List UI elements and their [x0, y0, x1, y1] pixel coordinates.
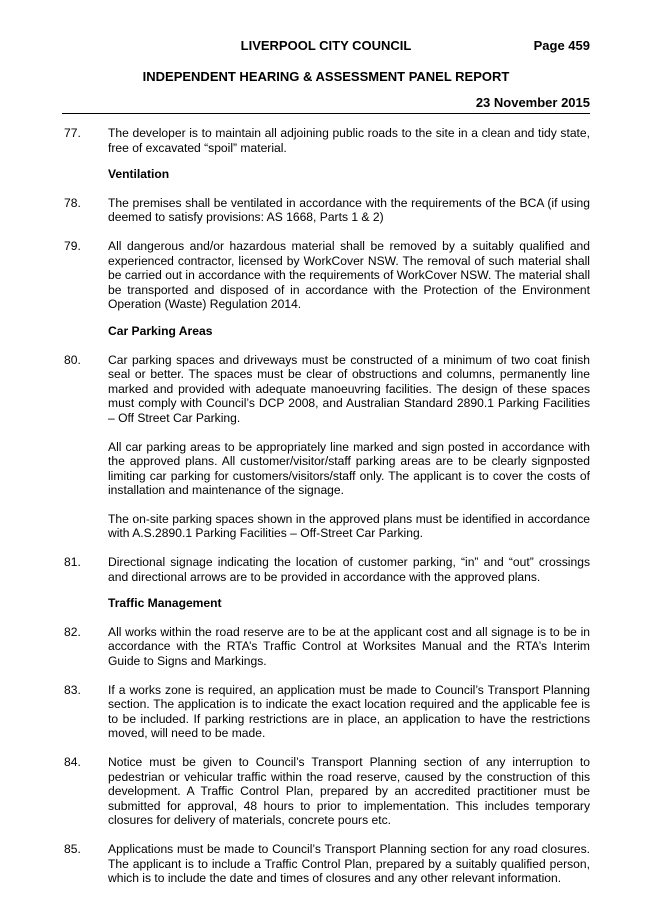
section-heading-car-parking: Car Parking Areas	[108, 323, 213, 338]
condition-number: 81.	[64, 555, 81, 570]
condition-85	[64, 841, 590, 886]
document-body	[0, 126, 652, 886]
condition-80	[64, 352, 590, 426]
condition-text: If a works zone is required, an application must be made to Council’s Transport Planning section. The application is to indicate the exact location required and the applicable fee is to be included. If parking restrictions are in place, an application to have the restrictions moved, will need to be made.	[108, 682, 590, 741]
condition-number: 83.	[64, 682, 81, 697]
condition-82	[64, 624, 590, 669]
council-name: LIVERPOOL CITY COUNCIL	[240, 38, 412, 53]
condition-text: The premises shall be ventilated in accordance with the requirements of the BCA (if using deemed to satisfy provisions: AS 1668, Parts 1 & 2)	[108, 195, 590, 225]
condition-78	[64, 195, 590, 225]
condition-number: 82.	[64, 624, 81, 639]
header-divider	[62, 113, 590, 114]
page-number: Page 459	[533, 38, 590, 53]
condition-text: Notice must be given to Council’s Transport Planning section of any interruption to pedestrian or vehicular traffic within the road reserve, caused by the construction of this development. A Traffic Control Plan, prepared by an accredited practitioner must be submitted for approval, 48 hours to prior to implementation. This includes temporary closures for delivery of materials, concrete pours etc.	[108, 755, 590, 828]
condition-text: All dangerous and/or hazardous material shall be removed by a suitably qualified and experienced contractor, licensed by WorkCover NSW. The removal of such material shall be carried out in accordance with the requirements of WorkCover NSW. The material shall be transported and disposed of in accordance with the Protection of the Environment Operation (Waste) Regulation 2014.	[108, 238, 590, 312]
condition-text: All works within the road reserve are to be at the applicant cost and all signage is to be in accordance with the RTA’s Traffic Control at Worksites Manual and the RTA’s Interim Guide to Signs and Markings.	[108, 624, 590, 669]
condition-81	[64, 555, 590, 584]
condition-number: 77.	[64, 126, 81, 140]
condition-79	[64, 238, 590, 312]
condition-84	[64, 755, 590, 828]
condition-80-paragraph-2: All car parking areas to be appropriately line marked and sign posted in accordance with the approved plans. All customer/visitor/staff parking areas are to be clearly signposted limiting car parking for customers/visitors/staff only. The applicant is to cover the costs of installation and maintenance of the signage.	[108, 439, 590, 498]
condition-number: 80.	[64, 352, 81, 367]
condition-83	[64, 682, 590, 741]
condition-number: 78.	[64, 195, 81, 210]
report-title: INDEPENDENT HEARING & ASSESSMENT PANEL REPORT	[142, 69, 510, 84]
condition-number: 84.	[64, 755, 81, 769]
condition-80-paragraph-3: The on-site parking spaces shown in the approved plans must be identified in accordance with A.S.2890.1 Parking Facilities – Off-Street Car Parking.	[108, 511, 590, 541]
section-heading-traffic: Traffic Management	[108, 596, 222, 611]
section-heading-ventilation: Ventilation	[108, 167, 170, 182]
condition-77	[64, 126, 590, 155]
condition-text: Directional signage indicating the location of customer parking, “in” and “out” crossings and directional arrows are to be provided in accordance with the approved plans.	[108, 555, 590, 584]
condition-number: 79.	[64, 238, 81, 253]
report-date: 23 November 2015	[475, 95, 590, 110]
condition-text: Applications must be made to Council’s Transport Planning section for any road closures. The applicant is to include a Traffic Control Plan, prepared by a suitably qualified person, which is to include the date and times of closures and any other relevant information.	[108, 841, 590, 886]
condition-text: Car parking spaces and driveways must be constructed of a minimum of two coat finish seal or better. The spaces must be clear of obstructions and columns, permanently line marked and provided with adequate manoeuvring facilities. The design of these spaces must comply with Council’s DCP 2008, and Australian Standard 2890.1 Parking Facilities – Off Street Car Parking.	[108, 352, 590, 425]
condition-text: The developer is to maintain all adjoining public roads to the site in a clean and tidy state, free of excavated “spoil” material.	[108, 126, 590, 155]
condition-number: 85.	[64, 841, 81, 856]
